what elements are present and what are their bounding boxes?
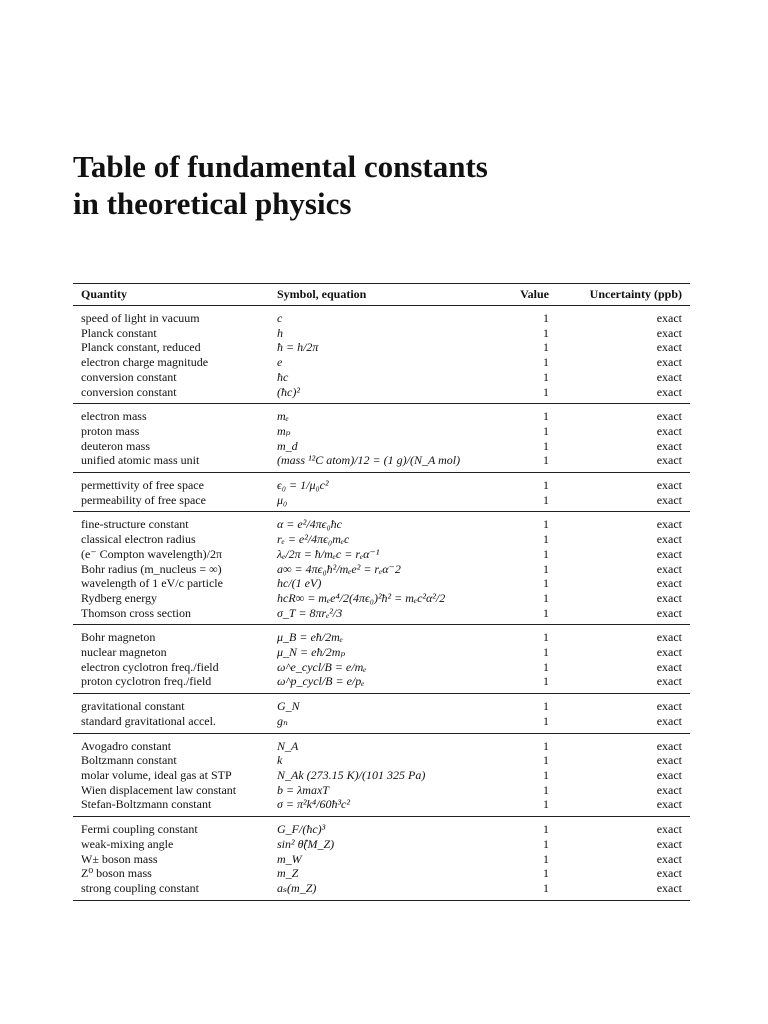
table-group [73,473,690,512]
cell-quantity: nuclear magneton [81,645,167,660]
cell-symbol: aₛ(m_Z) [277,880,317,895]
cell-value: 1 [543,576,549,591]
cell-symbol: (ħc)² [277,384,300,399]
cell-uncertainty: exact [656,880,682,895]
cell-symbol: λₑ/2π = ħ/mₑc = rₑα⁻¹ [277,546,380,561]
table-row [73,783,690,798]
cell-symbol: σ = π²k⁴/60ħ³c² [277,797,350,812]
cell-quantity: deuteron mass [81,438,150,453]
cell-symbol: mₑ [277,409,289,424]
table-row [73,512,690,532]
table-row [73,837,690,852]
table-row [73,866,690,881]
table-row [73,424,690,439]
cell-value: 1 [543,409,549,424]
cell-uncertainty: exact [656,836,682,851]
header-symbol: Symbol, equation [277,286,367,301]
cell-uncertainty: exact [656,630,682,645]
cell-uncertainty: exact [656,797,682,812]
cell-symbol: mₚ [277,423,291,438]
cell-value: 1 [543,880,549,895]
cell-value: 1 [543,325,549,340]
table-header [73,284,690,306]
cell-uncertainty: exact [656,590,682,605]
cell-uncertainty: exact [656,561,682,576]
cell-value: 1 [543,438,549,453]
cell-symbol: μ_N = eħ/2mₚ [277,645,346,660]
cell-value: 1 [543,630,549,645]
cell-quantity: unified atomic mass unit [81,453,200,468]
cell-quantity: Z⁰ boson mass [81,866,152,881]
table-row [73,733,690,753]
table-group [73,306,690,404]
title-line-1: Table of fundamental constants [73,149,488,184]
cell-uncertainty: exact [656,478,682,493]
cell-symbol: k [277,753,283,768]
cell-value: 1 [543,782,549,797]
cell-symbol: hc/(1 eV) [277,576,322,591]
table-row [73,797,690,816]
cell-symbol: b = λmaxT [277,782,329,797]
cell-uncertainty: exact [656,325,682,340]
cell-value: 1 [543,605,549,620]
cell-quantity: Avogadro constant [81,738,172,753]
cell-quantity: Thomson cross section [81,605,191,620]
table-row [73,660,690,675]
cell-value: 1 [543,753,549,768]
cell-symbol: c [277,311,283,325]
table-row [73,562,690,577]
header-row [73,284,690,306]
table-group [73,512,690,625]
cell-symbol: σ_T = 8πrₑ²/3 [277,605,343,620]
cell-symbol: N_A [277,738,299,753]
cell-quantity: wavelength of 1 eV/c particle [81,576,223,591]
table-row [73,674,690,693]
cell-symbol: e [277,355,283,370]
cell-uncertainty: exact [656,517,682,532]
cell-value: 1 [543,797,549,812]
table-group [73,733,690,817]
cell-uncertainty: exact [656,546,682,561]
cell-symbol: m_Z [277,866,299,881]
table-row [73,852,690,867]
table-row [73,404,690,424]
table-row [73,493,690,512]
cell-symbol: (mass ¹²C atom)/12 = (1 g)/(N_A mol) [277,453,461,468]
cell-value: 1 [543,836,549,851]
cell-symbol: α = e²/4πϵ₀ħc [277,517,342,532]
cell-symbol: ħc [277,369,289,384]
cell-uncertainty: exact [656,453,682,468]
header-uncertainty: Uncertainty (ppb) [589,286,682,301]
cell-quantity: Planck constant, reduced [81,340,201,355]
cell-quantity: Bohr radius (m_nucleus = ∞) [81,561,222,576]
cell-uncertainty: exact [656,369,682,384]
cell-value: 1 [543,546,549,561]
cell-quantity: permettivity of free space [81,478,204,493]
cell-value: 1 [543,561,549,576]
cell-symbol: G_F/(ħc)³ [277,822,326,837]
cell-value: 1 [543,866,549,881]
cell-uncertainty: exact [656,340,682,355]
table-row [73,439,690,454]
table-row [73,817,690,837]
table-row [73,694,690,714]
cell-uncertainty: exact [656,492,682,507]
cell-symbol: m_d [277,438,298,453]
cell-symbol: gₙ [277,713,288,728]
cell-value: 1 [543,659,549,674]
cell-value: 1 [543,645,549,660]
cell-uncertainty: exact [656,355,682,370]
cell-value: 1 [543,767,549,782]
cell-quantity: electron mass [81,409,147,424]
cell-value: 1 [543,340,549,355]
cell-quantity: Boltzmann constant [81,753,177,768]
table-row [73,306,690,326]
cell-quantity: conversion constant [81,384,177,399]
cell-uncertainty: exact [656,822,682,837]
cell-uncertainty: exact [656,767,682,782]
header-value: Value [520,286,549,301]
cell-quantity: Wien displacement law constant [81,782,237,797]
cell-uncertainty: exact [656,713,682,728]
cell-quantity: standard gravitational accel. [81,713,216,728]
cell-quantity: speed of light in vacuum [81,311,200,325]
cell-quantity: Planck constant [81,325,157,340]
table-row [73,768,690,783]
cell-uncertainty: exact [656,423,682,438]
table-row [73,714,690,733]
table-row [73,532,690,547]
cell-symbol: μ₀ [277,492,288,507]
cell-quantity: electron charge magnitude [81,355,209,370]
cell-quantity: fine-structure constant [81,517,189,532]
cell-uncertainty: exact [656,866,682,881]
cell-uncertainty: exact [656,438,682,453]
table-row [73,355,690,370]
cell-quantity: electron cyclotron freq./field [81,659,219,674]
cell-quantity: (e⁻ Compton wavelength)/2π [81,546,223,561]
table-group [73,694,690,733]
cell-quantity: permeability of free space [81,492,206,507]
cell-quantity: conversion constant [81,369,177,384]
cell-uncertainty: exact [656,851,682,866]
cell-symbol: sin² θ̂(M_Z) [277,836,335,851]
cell-quantity: Fermi coupling constant [81,822,198,837]
cell-value: 1 [543,699,549,714]
cell-symbol: ϵ₀ = 1/μ₀c² [277,478,329,493]
cell-symbol: m_W [277,851,302,866]
table-row [73,591,690,606]
cell-quantity: W± boson mass [81,851,158,866]
table-row [73,576,690,591]
cell-uncertainty: exact [656,674,682,689]
cell-symbol: N_Ak (273.15 K)/(101 325 Pa) [277,767,426,782]
constants-table [73,283,690,901]
cell-quantity: molar volume, ideal gas at STP [81,767,232,782]
table-row [73,326,690,341]
cell-quantity: gravitational constant [81,699,185,714]
cell-uncertainty: exact [656,532,682,547]
cell-uncertainty: exact [656,384,682,399]
table-row [73,645,690,660]
cell-symbol: h [277,325,283,340]
cell-uncertainty: exact [656,738,682,753]
table-group [73,404,690,473]
cell-value: 1 [543,851,549,866]
cell-value: 1 [543,517,549,532]
cell-value: 1 [543,355,549,370]
table-row [73,385,690,404]
cell-quantity: Stefan-Boltzmann constant [81,797,212,812]
table-row [73,606,690,625]
cell-value: 1 [543,311,549,325]
cell-symbol: μ_B = eħ/2mₑ [277,630,343,645]
cell-symbol: rₑ = e²/4πϵ₀mₑc [277,532,350,547]
page-title [73,148,488,222]
cell-quantity: classical electron radius [81,532,196,547]
cell-value: 1 [543,369,549,384]
cell-value: 1 [543,423,549,438]
cell-quantity: strong coupling constant [81,880,199,895]
table-row [73,881,690,900]
table-group [73,625,690,694]
cell-symbol: ħ = h/2π [277,340,319,355]
cell-uncertainty: exact [656,311,682,325]
cell-uncertainty: exact [656,409,682,424]
table-row [73,473,690,493]
cell-value: 1 [543,738,549,753]
cell-value: 1 [543,713,549,728]
cell-uncertainty: exact [656,605,682,620]
table-row [73,340,690,355]
cell-value: 1 [543,478,549,493]
cell-value: 1 [543,453,549,468]
table-row [73,370,690,385]
header-quantity: Quantity [81,286,128,301]
table-row [73,625,690,645]
cell-quantity: proton mass [81,423,140,438]
cell-value: 1 [543,492,549,507]
cell-value: 1 [543,822,549,837]
cell-uncertainty: exact [656,645,682,660]
table-row [73,453,690,472]
table-row [73,753,690,768]
cell-uncertainty: exact [656,782,682,797]
cell-quantity: Bohr magneton [81,630,156,645]
cell-quantity: proton cyclotron freq./field [81,674,212,689]
cell-symbol: hcR∞ = mₑe⁴/2(4πϵ₀)²ħ² = mₑc²α²/2 [277,590,446,605]
cell-value: 1 [543,674,549,689]
cell-uncertainty: exact [656,576,682,591]
cell-symbol: a∞ = 4πϵ₀ħ²/mₑe² = rₑα⁻2 [277,561,401,576]
title-line-2: in theoretical physics [73,186,352,221]
table-row [73,547,690,562]
cell-value: 1 [543,532,549,547]
cell-symbol: ω^e_cycl/B = e/mₑ [277,659,367,674]
cell-value: 1 [543,384,549,399]
table-group [73,817,690,901]
cell-symbol: ω^p_cycl/B = e/pₑ [277,674,365,689]
cell-uncertainty: exact [656,659,682,674]
cell-symbol: G_N [277,699,300,714]
cell-uncertainty: exact [656,699,682,714]
cell-uncertainty: exact [656,753,682,768]
cell-quantity: Rydberg energy [81,590,158,605]
cell-quantity: weak-mixing angle [81,836,174,851]
cell-value: 1 [543,590,549,605]
